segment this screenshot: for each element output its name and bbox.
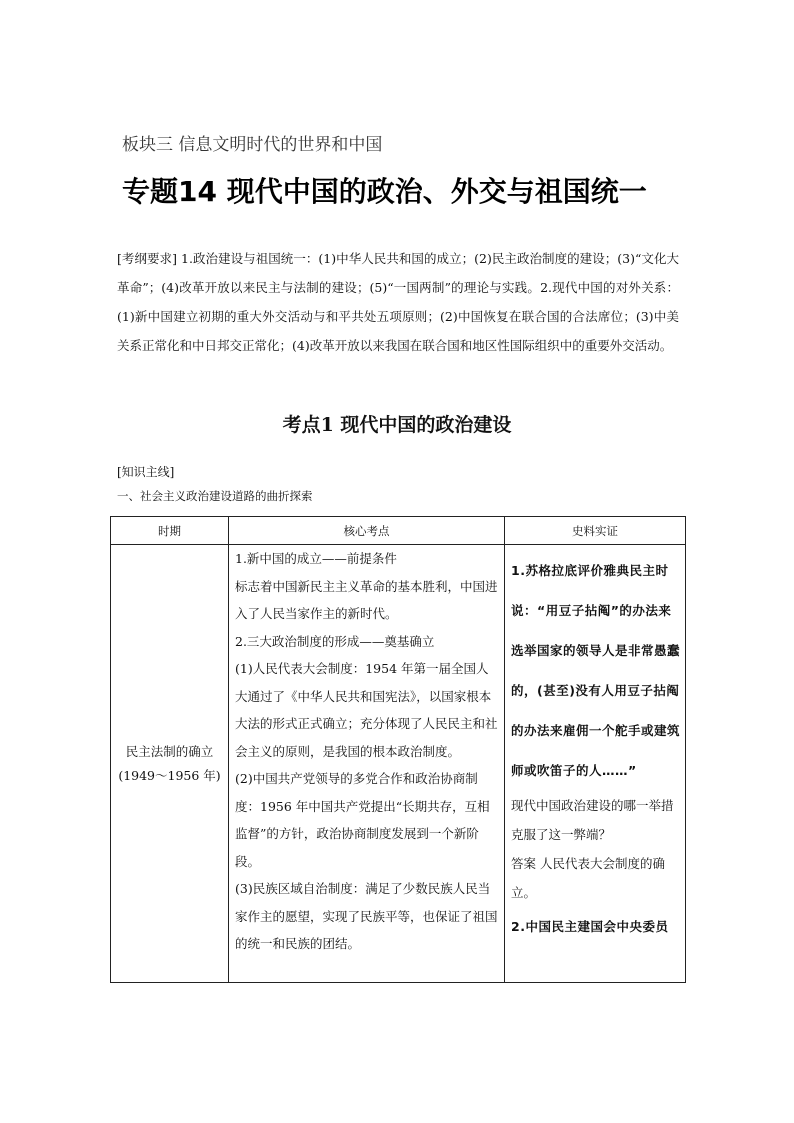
subsection-title: 一、社会主义政治建设道路的曲折探索 <box>117 489 313 503</box>
syllabus-requirements: [考纲要求] 1.政治建设与祖国统一：(1)中华人民共和国的成立；(2)民主政治制度的建设；(3)“文化大革命”；(4)改革开放以来民主与法制的建设；(5)“一国两制”的理论与实践。2.现代中国的对外关系：(1)新中国建立初期的重大外交活动与和平共处五项原则；(2)中国恢复在联合国的合法席位；(3)中美关系正常化和中日邦交正常化；(4)改革开放以来我国在联合国和地区性国际组织中的重要外交活动。 <box>117 251 679 353</box>
section-label: 板块三 信息文明时代的世界和中国 <box>122 135 383 155</box>
core-point: (2)中国共产党领导的多党合作和政治协商制度：1956 年中国共产党提出“长期共存，互相监督”的方针，政治协商制度发展到一个新阶段。 <box>235 771 490 869</box>
period-name: 民主法制的确立 <box>125 743 214 759</box>
point-title: 考点1 现代中国的政治建设 <box>282 414 512 436</box>
header-evidence: 史料实证 <box>505 517 686 545</box>
table-header-row <box>111 517 686 545</box>
evidence-next: 2.中国民主建国会中央委员 <box>511 919 669 934</box>
knowledge-table <box>110 516 686 983</box>
core-point: (3)民族区域自治制度：满足了少数民族人民当家作主的愿望，实现了民族平等，也保证了祖国的统一和民族的团结。 <box>235 881 498 951</box>
core-point: 1.新中国的成立——前提条件 <box>235 551 397 566</box>
evidence-question: 现代中国政治建设的哪一举措克服了这一弊端？ <box>511 798 674 842</box>
topic-title: 专题14 现代中国的政治、外交与祖国统一 <box>122 175 647 208</box>
evidence-quote: 1.苏格拉底评价雅典民主时说：“用豆子拈阄”的办法来选举国家的领导人是非常愚蠢的，(甚至)没有人用豆子拈阄的办法来雇佣一个舵手或建筑师或吹笛子的人……” <box>511 563 681 778</box>
evidence-cell <box>505 545 686 983</box>
table-row <box>111 545 686 983</box>
header-period: 时期 <box>111 517 229 545</box>
knowledge-label: [知识主线] <box>117 465 175 479</box>
header-core-points: 核心考点 <box>229 517 505 545</box>
core-points-cell <box>229 545 505 983</box>
core-point: 标志着中国新民主主义革命的基本胜利，中国进入了人民当家作主的新时代。 <box>235 578 498 621</box>
core-point: 2.三大政治制度的形成——奠基确立 <box>235 633 435 649</box>
period-cell <box>111 545 229 983</box>
core-point: (1)人民代表大会制度：1954 年第一届全国人大通过了《中华人民共和国宪法》，以国家根本大法的形式正式确立；充分体现了人民民主和社会主义的原则，是我国的根本政治制度。 <box>235 661 498 759</box>
period-years: (1949～1956 年) <box>118 767 221 783</box>
evidence-answer: 答案 人民代表大会制度的确立。 <box>511 856 665 900</box>
